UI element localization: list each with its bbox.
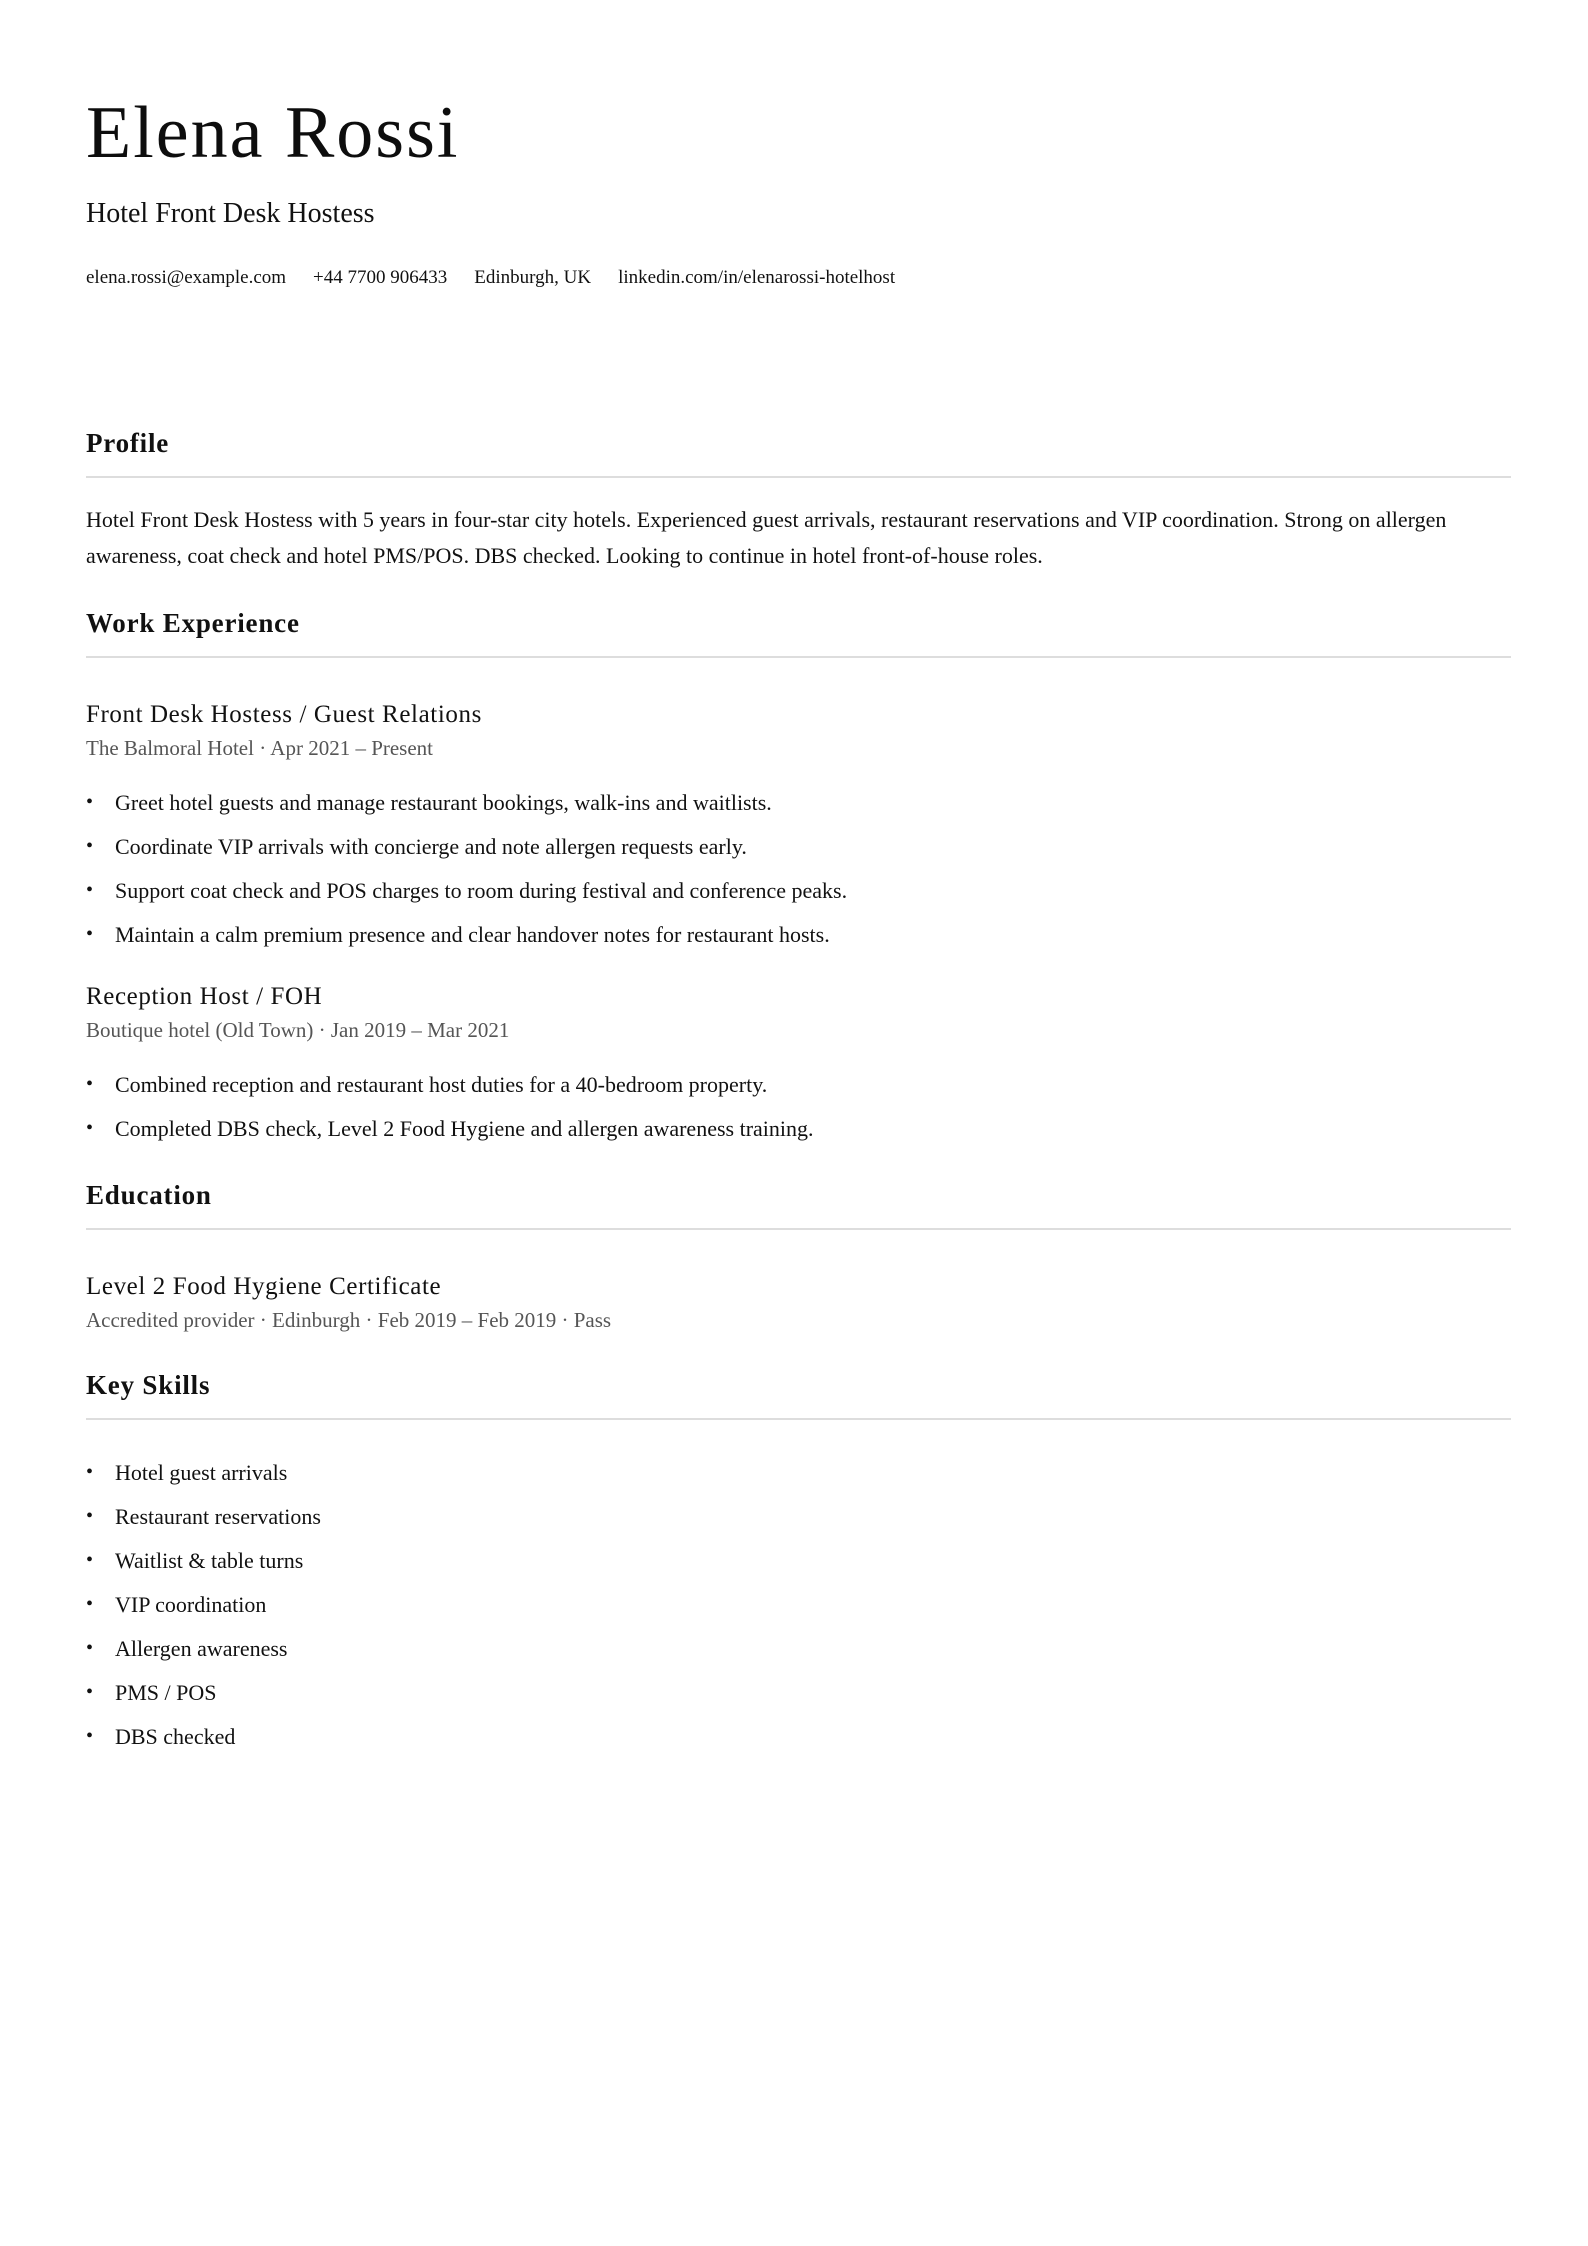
list-item [86,880,847,902]
section-title-education: Education [86,1180,212,1210]
bullet-text: Coordinate VIP arrivals with concierge and note allergen requests early. [115,834,747,859]
section-title-skills: Key Skills [86,1370,211,1400]
skill-item [86,1506,321,1528]
skill-text: PMS / POS [115,1680,217,1705]
job-meta: Boutique hotel (Old Town) · Jan 2019 – Mar 2021 [86,1018,510,1042]
education-meta: Accredited provider · Edinburgh · Feb 2019 – Feb 2019 · Pass [86,1308,612,1332]
bullet-icon: • [86,1593,94,1615]
skill-item [86,1726,235,1748]
section-divider [86,656,1511,658]
contact-phone: +44 7700 906433 [313,267,448,288]
section-title-experience: Work Experience [86,608,300,638]
profile-text: Hotel Front Desk Hostess with 5 years in four-star city hotels. Experienced guest arrivals, restaurant reservations and VIP coordination. Strong on allergen awareness, coat check and hotel PMS/POS. DBS checked. Looking to continue in hotel front-of-house roles. [86,507,1447,568]
bullet-icon: • [86,879,94,901]
bullet-text: Maintain a calm premium presence and clear handover notes for restaurant hosts. [115,922,830,947]
contact-linkedin: linkedin.com/in/elenarossi-hotelhost [618,267,896,288]
list-item [86,792,772,814]
skill-text: VIP coordination [115,1592,267,1617]
bullet-icon: • [86,1681,94,1703]
contact-line [86,268,895,287]
bullet-text: Completed DBS check, Level 2 Food Hygiene and allergen awareness training. [115,1116,814,1141]
education-title: Level 2 Food Hygiene Certificate [86,1273,442,1300]
section-divider [86,1418,1511,1420]
skill-item [86,1638,287,1660]
bullet-icon: • [86,1637,94,1659]
list-item [86,1118,814,1140]
candidate-name: Elena Rossi [86,92,460,174]
bullet-icon: • [86,791,94,813]
contact-email: elena.rossi@example.com [86,267,287,288]
bullet-text: Greet hotel guests and manage restaurant bookings, walk-ins and waitlists. [115,790,772,815]
skill-item [86,1594,266,1616]
bullet-icon: • [86,1073,94,1095]
job-title: Reception Host / FOH [86,983,323,1010]
bullet-icon: • [86,923,94,945]
section-divider [86,1228,1511,1230]
bullet-icon: • [86,1461,94,1483]
skill-item [86,1550,303,1572]
job-meta: The Balmoral Hotel · Apr 2021 – Present [86,736,434,760]
list-item [86,924,830,946]
skill-item [86,1682,217,1704]
bullet-icon: • [86,1505,94,1527]
skill-text: DBS checked [115,1724,236,1749]
list-item [86,836,747,858]
skill-item [86,1462,287,1484]
bullet-text: Combined reception and restaurant host duties for a 40-bedroom property. [115,1072,768,1097]
skill-text: Restaurant reservations [115,1504,321,1529]
skill-text: Allergen awareness [115,1636,288,1661]
bullet-icon: • [86,1725,94,1747]
list-item [86,1074,767,1096]
contact-location: Edinburgh, UK [474,267,592,288]
bullet-icon: • [86,835,94,857]
section-divider [86,476,1511,478]
bullet-text: Support coat check and POS charges to room during festival and conference peaks. [115,878,848,903]
candidate-headline: Hotel Front Desk Hostess [86,198,375,229]
bullet-icon: • [86,1549,94,1571]
section-title-profile: Profile [86,428,170,458]
job-title: Front Desk Hostess / Guest Relations [86,701,482,728]
skill-text: Waitlist & table turns [115,1548,304,1573]
skill-text: Hotel guest arrivals [115,1460,288,1485]
bullet-icon: • [86,1117,94,1139]
